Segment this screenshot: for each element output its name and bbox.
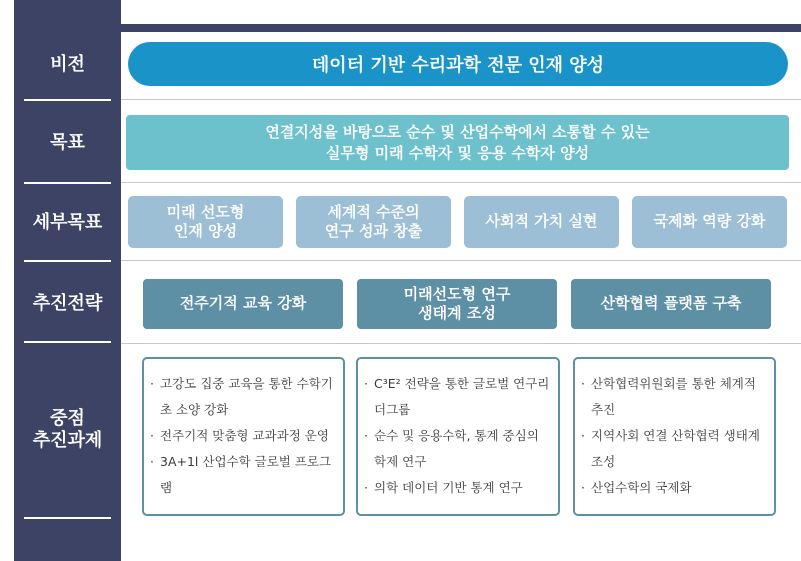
- left-divider: [24, 260, 111, 262]
- task-text: 의학 데이터 기반 통계 연구: [374, 480, 523, 495]
- row-divider: [121, 343, 801, 344]
- task-box-1: [142, 357, 345, 516]
- strategy-line1: 산학협력 플랫폼 구축: [600, 294, 742, 313]
- row-divider: [121, 260, 801, 261]
- task-text: 지역사회 연결 산학협력 생태계 조성: [591, 428, 760, 469]
- label-vision: 비전: [50, 53, 85, 75]
- goal-box: [126, 115, 789, 170]
- sub-goal-4: [632, 196, 787, 248]
- label-goal: 목표: [50, 131, 85, 153]
- sub-goal-line1: 미래 선도형: [166, 202, 245, 221]
- row-divider: [121, 99, 801, 100]
- bullet: ·: [364, 428, 368, 443]
- task-text: 3A+1l 산업수학 글로벌 프로그램: [160, 454, 332, 495]
- task-item: [581, 475, 768, 501]
- bullet: ·: [364, 480, 368, 495]
- sub-goal-1: [128, 196, 283, 248]
- task-box-3: [573, 357, 776, 516]
- bullet: ·: [150, 428, 154, 443]
- bullet: ·: [581, 376, 585, 391]
- sub-goal-line2: 연구 성과 창출: [324, 222, 423, 240]
- vision-banner: 데이터 기반 수리과학 전문 인재 양성: [128, 42, 788, 86]
- task-text: 산학협력위원회를 통한 체계적 추진: [591, 376, 756, 417]
- task-item: [150, 423, 337, 449]
- strategy-line1: 미래선도형 연구: [403, 284, 511, 303]
- left-divider: [24, 341, 111, 343]
- label-sub-goals: 세부목표: [32, 211, 103, 233]
- task-text: 산업수학의 국제화: [591, 480, 692, 495]
- goal-line2: 실무형 미래 수학자 및 응용 수학자 양성: [325, 143, 590, 162]
- label-tasks: [14, 395, 121, 465]
- task-item: [364, 475, 552, 501]
- task-box-2: [356, 357, 560, 516]
- strategy-1: [143, 279, 343, 329]
- task-item: [581, 423, 768, 475]
- left-divider: [24, 99, 111, 101]
- task-item: [150, 371, 337, 423]
- task-text: 고강도 집중 교육을 통한 수학기초 소양 강화: [160, 376, 333, 417]
- left-divider: [24, 182, 111, 184]
- bullet: ·: [364, 376, 368, 391]
- bullet: ·: [150, 454, 154, 469]
- sub-goal-line1: 국제화 역량 강화: [653, 212, 766, 231]
- left-divider: [24, 517, 111, 519]
- task-item: [581, 371, 768, 423]
- task-item: [364, 423, 552, 475]
- strategy-3: [571, 279, 771, 329]
- label-tasks-line2: 추진과제: [32, 430, 103, 451]
- sub-goal-line1: 사회적 가치 실현: [485, 212, 598, 231]
- task-item: [150, 449, 337, 501]
- label-strategy: 추진전략: [32, 292, 103, 314]
- sub-goal-2: [296, 196, 451, 248]
- label-tasks-line1: 중점: [50, 407, 85, 429]
- task-item: [364, 371, 552, 423]
- strategy-line2: 생태계 조성: [418, 304, 496, 322]
- goal-line1: 연결지성을 바탕으로 순수 및 산업수학에서 소통할 수 있는: [265, 123, 650, 142]
- row-divider: [121, 182, 801, 183]
- strategy-2: [357, 279, 557, 329]
- sub-goal-line1: 세계적 수준의: [327, 202, 420, 221]
- strategy-line1: 전주기적 교육 강화: [179, 294, 307, 313]
- sub-goal-3: [464, 196, 619, 248]
- task-text: 순수 및 응용수학, 통계 중심의 학제 연구: [374, 428, 539, 469]
- task-text: C³E² 전략을 통한 글로벌 연구리더그룹: [374, 376, 550, 417]
- bullet: ·: [150, 376, 154, 391]
- top-bar: [121, 24, 801, 32]
- sub-goal-line2: 인재 양성: [173, 222, 238, 240]
- bullet: ·: [581, 428, 585, 443]
- bullet: ·: [581, 480, 585, 495]
- task-text: 전주기적 맞춤형 교과과정 운영: [160, 428, 329, 443]
